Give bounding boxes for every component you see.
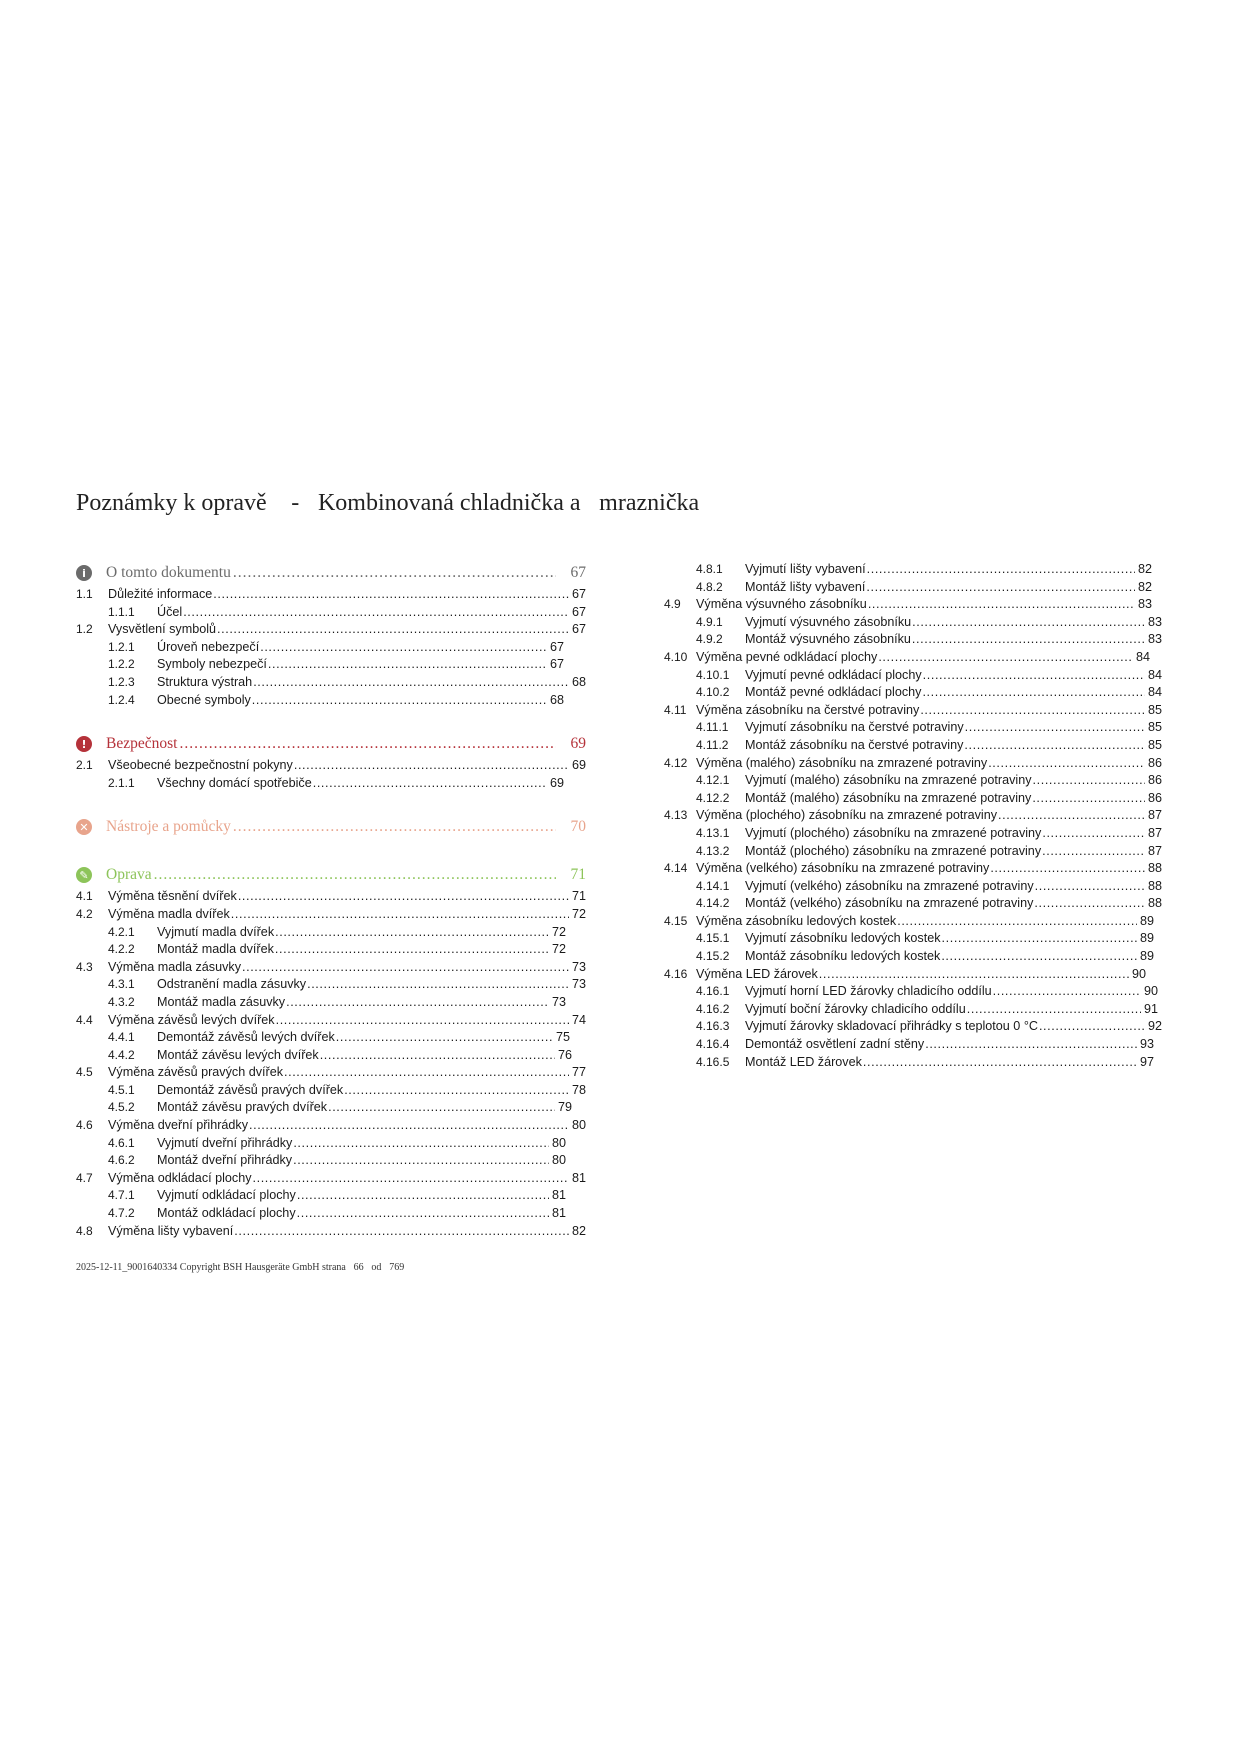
toc-entry[interactable]: 4.10 Výměna pevné odkládací plochy ..... 84 (664, 649, 1162, 667)
toc-entry[interactable]: 4.4 Výměna závěsů levých dvířek ..... 74 (76, 1012, 586, 1030)
section-title: O tomto dokumentu (106, 564, 231, 581)
toc-entry[interactable]: 4.5.1 Demontáž závěsů pravých dvířek ..... 78 (76, 1082, 586, 1100)
toc-entry[interactable]: 4.13 Výměna (plochého) zásobníku na zmrazené potraviny ..... 87 (664, 807, 1162, 825)
section-title: Nástroje a pomůcky (106, 818, 231, 836)
toc-entry[interactable]: 4.2.2 Montáž madla dvířek ..... 72 (76, 941, 586, 959)
toc-entry[interactable]: 4.8.1 Vyjmutí lišty vybavení ..... 82 (664, 561, 1162, 579)
section-page:  67 (558, 564, 586, 581)
toc-entry[interactable]: 4.7 Výměna odkládací plochy ..... 81 (76, 1170, 586, 1188)
toc-entry[interactable]: 4.10.1 Vyjmutí pevné odkládací plochy ..... 84 (664, 667, 1162, 685)
toc-entry[interactable]: 4.16.4 Demontáž osvětlení zadní stěny ..... 93 (664, 1036, 1162, 1054)
toc-entry[interactable]: 4.16.2 Vyjmutí boční žárovky chladicího oddílu ..... 91 (664, 1001, 1162, 1019)
toc-entry[interactable]: 4.2.1 Vyjmutí madla dvířek ..... 72 (76, 924, 586, 942)
toc-entry[interactable]: 2.1.1 Všechny domácí spotřebiče ..... 69 (76, 775, 586, 793)
toc-entry[interactable]: 4.4.2 Montáž závěsu levých dvířek ..... 76 (76, 1047, 586, 1065)
toc-entry[interactable]: 4.16.5 Montáž LED žárovek ..... 97 (664, 1054, 1162, 1072)
toc-entry[interactable]: 4.15.2 Montáž zásobníku ledových kostek ..... 89 (664, 948, 1162, 966)
toc-section-tools[interactable] (76, 814, 586, 840)
toc-entry[interactable]: 4.6.2 Montáž dveřní přihrádky ..... 80 (76, 1152, 586, 1170)
toc-entry[interactable]: 2.1 Všeobecné bezpečnostní pokyny ..... 69 (76, 757, 586, 775)
toc-entry[interactable]: 4.12.1 Vyjmutí (malého) zásobníku na zmrazené potraviny ..... 86 (664, 772, 1162, 790)
toc-entry[interactable]: 4.5 Výměna závěsů pravých dvířek ..... 77 (76, 1064, 586, 1082)
toc-entry[interactable]: 4.3.1 Odstranění madla zásuvky ..... 73 (76, 976, 586, 994)
toc-entry[interactable]: 4.14.2 Montáž (velkého) zásobníku na zmrazené potraviny ..... 88 (664, 895, 1162, 913)
page-footer: 2025-12-11_9001640334 Copyright BSH Hausgeräte GmbH strana 66 od 769 (76, 1262, 405, 1273)
toc-entry[interactable]: 1.2.1 Úroveň nebezpečí ..... 67 (76, 639, 586, 657)
toc-entry[interactable]: 4.9.1 Vyjmutí výsuvného zásobníku ..... 83 (664, 614, 1162, 632)
repair-icon: ✎ (76, 867, 92, 883)
toc-entry[interactable]: 4.14 Výměna (velkého) zásobníku na zmrazené potraviny ..... 88 (664, 860, 1162, 878)
toc-entry[interactable]: 4.11.2 Montáž zásobníku na čerstvé potraviny ..... 85 (664, 737, 1162, 755)
toc-entry[interactable]: 4.11.1 Vyjmutí zásobníku na čerstvé potraviny ..... 85 (664, 719, 1162, 737)
toc-entry[interactable]: 4.9 Výměna výsuvného zásobníku ..... 83 (664, 596, 1162, 614)
toc-entry[interactable]: 4.2 Výměna madla dvířek ..... 72 (76, 906, 586, 924)
warning-icon: ! (76, 736, 92, 752)
toc-entry[interactable]: 1.1.1 Účel ..... 67 (76, 604, 586, 622)
toc-entry[interactable]: 1.1 Důležité informace ..... 67 (76, 586, 586, 604)
toc-entry[interactable]: 4.15 Výměna zásobníku ledových kostek ..... 89 (664, 913, 1162, 931)
toc-entry[interactable]: 4.7.2 Montáž odkládací plochy ..... 81 (76, 1205, 586, 1223)
section-page:  71 (558, 866, 586, 884)
toc-entry[interactable]: 4.12 Výměna (malého) zásobníku na zmrazené potraviny ..... 86 (664, 755, 1162, 773)
info-icon: i (76, 565, 92, 581)
toc-entry[interactable]: 4.8 Výměna lišty vybavení ..... 82 (76, 1223, 586, 1241)
toc-section-safety[interactable] (76, 731, 586, 757)
toc-section-repair[interactable] (76, 862, 586, 888)
toc-entry[interactable]: 1.2 Vysvětlení symbolů ..... 67 (76, 621, 586, 639)
toc-entry[interactable]: 4.1 Výměna těsnění dvířek ..... 71 (76, 888, 586, 906)
toc-entry[interactable]: 4.13.2 Montáž (plochého) zásobníku na zmrazené potraviny ..... 87 (664, 843, 1162, 861)
section-title: Oprava (106, 866, 152, 884)
toc-entry[interactable]: 1.2.2 Symboly nebezpečí ..... 67 (76, 656, 586, 674)
toc-entry[interactable]: 4.16.3 Vyjmutí žárovky skladovací přihrádky s teplotou 0 °C ..... 92 (664, 1018, 1162, 1036)
toc-entry[interactable]: 4.11 Výměna zásobníku na čerstvé potraviny ..... 85 (664, 702, 1162, 720)
toc-left-column (76, 560, 586, 1240)
toc-entry[interactable]: 4.3.2 Montáž madla zásuvky ..... 73 (76, 994, 586, 1012)
toc-entry[interactable]: 4.14.1 Vyjmutí (velkého) zásobníku na zmrazené potraviny ..... 88 (664, 878, 1162, 896)
section-title: Bezpečnost (106, 735, 178, 753)
toc-entry[interactable]: 4.9.2 Montáž výsuvného zásobníku ..... 83 (664, 631, 1162, 649)
toc-entry[interactable]: 4.6 Výměna dveřní přihrádky ..... 80 (76, 1117, 586, 1135)
section-page:  70 (558, 818, 586, 836)
toc-entry[interactable]: 4.13.1 Vyjmutí (plochého) zásobníku na zmrazené potraviny ..... 87 (664, 825, 1162, 843)
section-page:  69 (558, 735, 586, 753)
toc-section-about[interactable] (76, 560, 586, 586)
toc-right-column (664, 561, 1162, 1071)
toc-entry[interactable]: 4.10.2 Montáž pevné odkládací plochy ..... 84 (664, 684, 1162, 702)
toc-entry[interactable]: 1.2.4 Obecné symboly ..... 68 (76, 692, 586, 710)
toc-entry[interactable]: 4.6.1 Vyjmutí dveřní přihrádky ..... 80 (76, 1135, 586, 1153)
toc-entry[interactable]: 4.7.1 Vyjmutí odkládací plochy ..... 81 (76, 1187, 586, 1205)
toc-entry[interactable]: 4.12.2 Montáž (malého) zásobníku na zmrazené potraviny ..... 86 (664, 790, 1162, 808)
toc-entry[interactable]: 4.16 Výměna LED žárovek ..... 90 (664, 966, 1162, 984)
document-title: Poznámky k opravě  - Kombinovaná chladnička a mraznička (76, 490, 700, 516)
toc-entry[interactable]: 4.8.2 Montáž lišty vybavení ..... 82 (664, 579, 1162, 597)
toc-entry[interactable]: 4.4.1 Demontáž závěsů levých dvířek ..... 75 (76, 1029, 586, 1047)
toc-entry[interactable]: 4.15.1 Vyjmutí zásobníku ledových kostek ..... 89 (664, 930, 1162, 948)
toc-entry[interactable]: 4.3 Výměna madla zásuvky ..... 73 (76, 959, 586, 977)
toc-entry[interactable]: 1.2.3 Struktura výstrah ..... 68 (76, 674, 586, 692)
toc-entry[interactable]: 4.5.2 Montáž závěsu pravých dvířek ..... 79 (76, 1099, 586, 1117)
tools-icon: ✕ (76, 819, 92, 835)
toc-entry[interactable]: 4.16.1 Vyjmutí horní LED žárovky chladicího oddílu ..... 90 (664, 983, 1162, 1001)
